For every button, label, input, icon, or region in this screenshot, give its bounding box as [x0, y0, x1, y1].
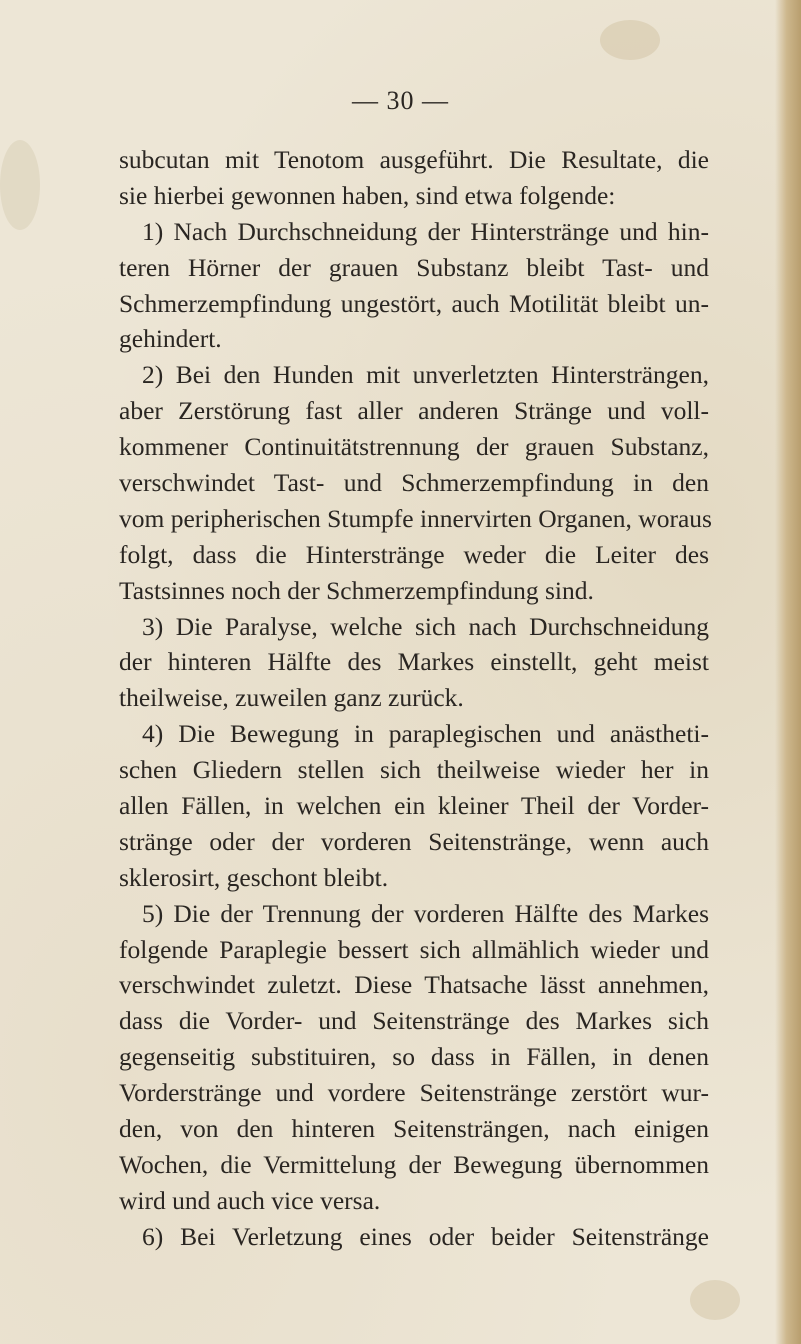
text-line: verschwindet zuletzt. Diese Thatsache lässt annehmen, [119, 970, 709, 1000]
text-line: subcutan mit Tenotom ausgeführt. Die Resultate, die [119, 145, 709, 174]
page-number: — 30 — [352, 86, 449, 115]
text-line: Schmerzempfindung ungestört, auch Motilität bleibt un- [119, 288, 709, 318]
text-line: Vorderstränge und vordere Seitenstränge zerstört wur- [119, 1078, 709, 1108]
text-line: 3) Die Paralyse, welche sich nach Durchschneidung [142, 611, 709, 641]
text-line: der hinteren Hälfte des Markes einstellt, geht meist [119, 647, 709, 677]
text-line: wird und auch vice versa. [119, 1185, 381, 1215]
text-line: 1) Nach Durchschneidung der Hinterstränge und hin- [142, 216, 709, 246]
body-text [119, 142, 712, 1255]
page-edge [775, 0, 801, 1344]
text-line: stränge oder der vorderen Seitenstränge, wenn auch [119, 826, 709, 856]
text-line: theilweise, zuweilen ganz zurück. [119, 683, 464, 713]
text-line: schen Gliedern stellen sich theilweise wieder her in [119, 755, 709, 785]
paper-stain [600, 20, 660, 60]
text-line: vom peripherischen Stumpfe innervirten Organen, woraus [119, 503, 712, 533]
text-line: 6) Bei Verletzung eines oder beider Seitenstränge [142, 1221, 709, 1251]
text-line: gehindert. [119, 324, 222, 354]
text-line: sklerosirt, geschont bleibt. [119, 862, 389, 892]
text-line: teren Hörner der grauen Substanz bleibt Tast- und [119, 252, 709, 282]
text-line: gegenseitig substituiren, so dass in Fällen, in denen [119, 1042, 709, 1072]
text-line: dass die Vorder- und Seitenstränge des Markes sich [119, 1006, 709, 1036]
paper-stain [0, 140, 40, 230]
text-line: den, von den hinteren Seitensträngen, nach einigen [119, 1114, 709, 1144]
text-line: 5) Die der Trennung der vorderen Hälfte des Markes [142, 898, 709, 928]
text-line: 2) Bei den Hunden mit unverletzten Hintersträngen, [142, 360, 709, 390]
text-line: folgt, dass die Hinterstränge weder die Leiter des [119, 539, 709, 569]
text-line: allen Fällen, in welchen ein kleiner Theil der Vorder- [119, 791, 709, 821]
text-line: 4) Die Bewegung in paraplegischen und anästheti- [142, 719, 709, 749]
text-line: folgende Paraplegie bessert sich allmählich wieder und [119, 934, 709, 964]
text-line: Wochen, die Vermittelung der Bewegung übernommen [119, 1149, 709, 1179]
text-line: kommener Continuitätstrennung der grauen Substanz, [119, 432, 709, 462]
paper-stain [690, 1280, 740, 1320]
text-line: verschwindet Tast- und Schmerzempfindung in den [119, 468, 709, 498]
text-line: sie hierbei gewonnen haben, sind etwa folgende: [119, 180, 616, 210]
text-line: aber Zerstörung fast aller anderen Stränge und voll- [119, 396, 709, 426]
text-line: Tastsinnes noch der Schmerzempfindung sind. [119, 575, 594, 605]
